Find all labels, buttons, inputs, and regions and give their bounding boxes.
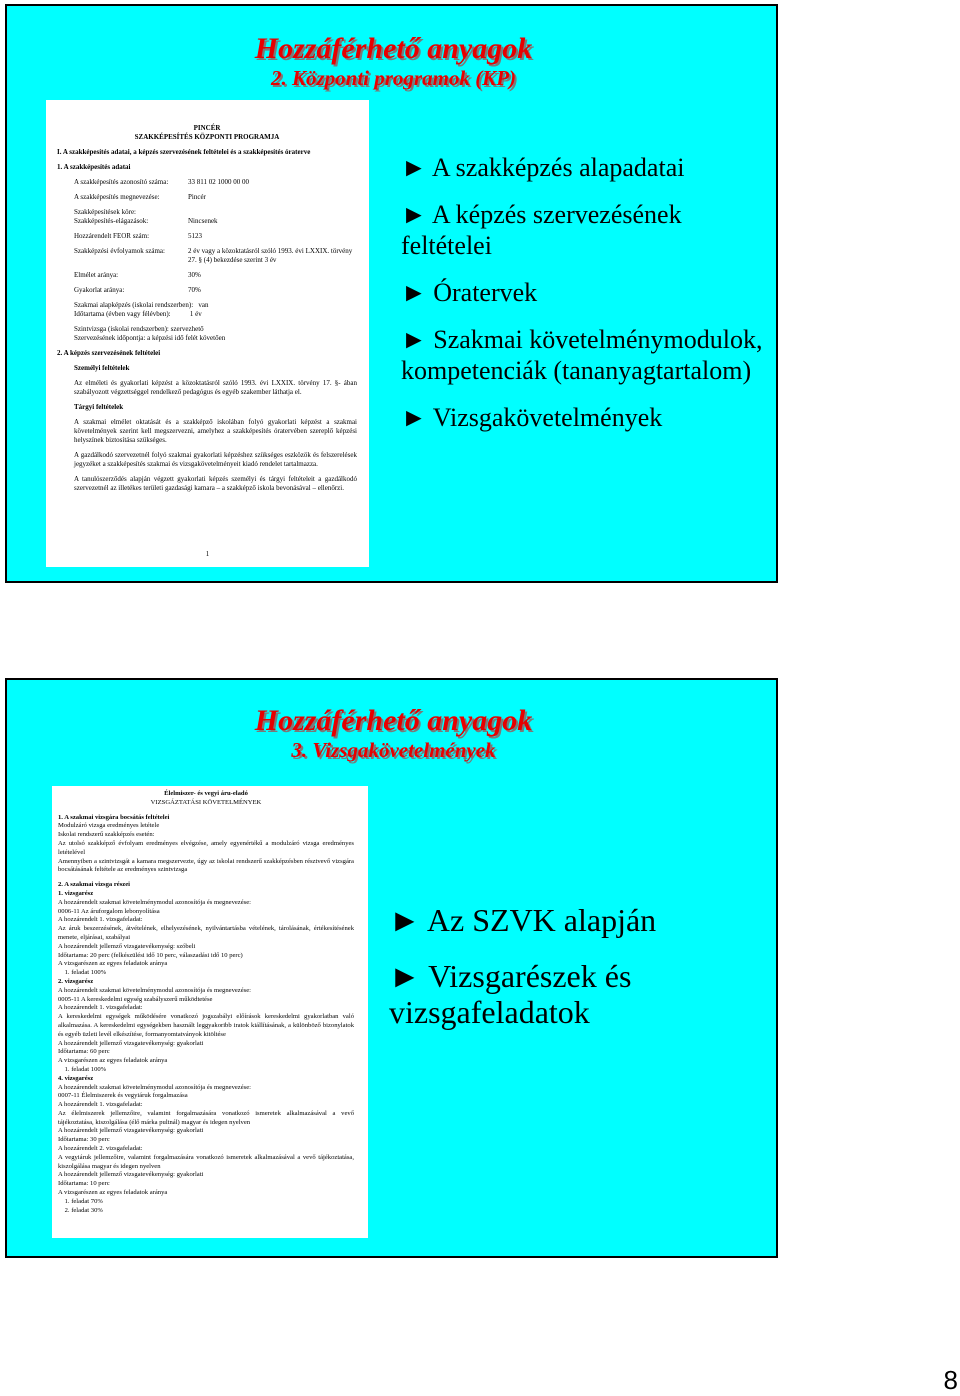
- slide-1-bullet-list: [401, 152, 771, 433]
- doc-paragraph: A szakmai elmélet oktatását és a szakképző iskolában folyó gyakorlati képzést a szakmai követelmények szerint kell megszervezni, amelyhez a szakképesítés óratervében szereplő képzési helyszínek biztosítása szükséges.: [74, 418, 357, 444]
- doc-section-1: I. A szakképesítés adatai, a képzés szervezésének feltételei és a szakképesítés óraterve: [57, 148, 311, 156]
- slide-2-title: Hozzáférhető anyagok: [254, 704, 533, 737]
- doc-row: Szakképzési évfolyamok száma: 2 év vagy a közoktatásról szóló 1993. évi LXXIX. törvény 27. § (4) bekezdése szerint 3 év: [74, 247, 353, 264]
- doc-line: A vizsgarészen az egyes feladatok aránya: [58, 1189, 168, 1197]
- doc-line: Az élelmiszerek jellemzőire, valamint forgalmazására vonatkozó ismeretek alkalmazásával a vevő tájékoztatása, kiszolgálása (élő márka pultnál) magyar és idegen nyelven: [58, 1109, 356, 1126]
- doc-line: A hozzárendelt szakmai követelménymodul azonosítója és megnevezése:: [58, 898, 251, 906]
- arrow-right-icon: ►: [401, 153, 427, 182]
- bullet-item: ► A szakképzés alapadatai: [401, 153, 685, 182]
- doc-header-2: SZAKKÉPESÍTÉS KÖZPONTI PROGRAMJA: [134, 133, 280, 141]
- doc-line: A hozzárendelt jellemző vizsgatevékenység: gyakorlati: [58, 1171, 204, 1179]
- arrow-right-icon: ►: [401, 200, 427, 229]
- slide-1: [5, 4, 778, 583]
- doc-header-1: PINCÉR: [193, 124, 221, 132]
- bullet-item: ► Szakmai követelménymodulok, kompetenciák (tananyagtartalom): [401, 325, 763, 385]
- doc-body: [58, 814, 354, 1216]
- doc-paragraph: A tanulószerződés alapján végzett gyakorlati képzés személyi és tárgyi feltételeit a gazdálkodó szervezetnél az illetékes területi gazdasági kamara – a szakképző iskola bevonásával – ellenőrzi.: [74, 475, 357, 492]
- doc-paragraph: Az elméleti és gyakorlati képzést a közoktatásról szóló 1993. évi LXXIX. törvény 17. §- ában szabályozott végzettséggel rendelkező pedagógus és egyéb szakember láthatja el.: [74, 379, 357, 396]
- doc-line: 1. feladat 100%: [58, 1065, 107, 1073]
- doc-line: Amennyiben a szintvizsgát a kamara megszervezte, úgy az iskolai rendszerű szakképzésben résztvevő vizsgára bocsátásának feltétele az eredményes szintvizsga: [58, 857, 356, 874]
- bullet-item: ► Az SZVK alapján: [389, 902, 657, 938]
- doc-line: 0006-11 Az áruforgalom lebonyolítása: [58, 907, 160, 915]
- doc-line: 1. feladat 100%: [58, 969, 107, 977]
- doc-page-number: 1: [205, 550, 210, 558]
- doc-row: Szakképesítés-elágazások: Nincsenek: [74, 217, 218, 225]
- doc-line: Az áruk beszerzésének, átvételének, elhelyezésének, nyilvántartásba vételének, tárolásának, értékesítésének menete, eljárásai, szabályai: [58, 925, 356, 941]
- doc-text: Időtartama (évben vagy félévben): 1 év: [74, 310, 202, 318]
- doc-line: A hozzárendelt szakmai követelménymodul azonosítója és megnevezése:: [58, 1083, 251, 1091]
- doc-line: Időtartama: 60 perc: [58, 1048, 110, 1056]
- doc-line: Az utolsó szakképző évfolyam eredményes elvégzése, amely egyenértékű a modulzáró vizsga eredményes letételével: [58, 839, 356, 856]
- doc-text: Szakmai alapképzés (iskolai rendszerben): van: [74, 301, 209, 309]
- doc-line: Modulzáró vizsga eredményes letétele: [58, 822, 160, 830]
- doc-line: A hozzárendelt szakmai követelménymodul azonosítója és megnevezése:: [58, 986, 251, 994]
- doc-row: Hozzárendelt FEOR szám: 5123: [74, 232, 202, 240]
- doc-line: Időtartama: 20 perc (felkészülési idő 10 perc, válaszadási idő 10 perc): [58, 951, 243, 959]
- doc-line: A kereskedelmi egységek működésére vonatkozó jogszabályi előírások kereskedelmi gyakorlatban való alkalmazása. A kereskedelmi egységekben használt leggyakoribb iratok kiállításának, a különböző bizonylatok és egyéb üzleti levél elkészítése, formanyomtatványok kitöltése: [58, 1013, 356, 1038]
- doc-line: 2. vizsgarész: [58, 977, 94, 985]
- doc-line: A hozzárendelt jellemző vizsgatevékenység: gyakorlati: [58, 1039, 204, 1047]
- doc-line: A hozzárendelt 1. vizsgafeladat:: [58, 916, 143, 924]
- doc-line: 4. vizsgarész: [58, 1074, 94, 1082]
- doc-row: A szakképesítés azonosító száma: 33 811 02 1000 00 00: [74, 178, 249, 186]
- doc-line: 2. feladat 30%: [58, 1206, 103, 1214]
- bullet-item: ► Vizsgakövetelmények: [401, 403, 663, 432]
- slide-1-document-thumbnail: [46, 100, 369, 567]
- doc-line: A hozzárendelt 1. vizsgafeladat:: [58, 1101, 143, 1109]
- bullet-item: ► Óratervek: [401, 278, 538, 307]
- doc-subheading: Személyi feltételek: [74, 364, 130, 372]
- doc-line: 1. vizsgarész: [58, 889, 94, 897]
- doc-line: 1. feladat 70%: [58, 1197, 103, 1205]
- doc-line: Időtartama: 30 perc: [58, 1136, 110, 1144]
- slide-1-subtitle: 2. Központi programok (KP): [270, 66, 517, 90]
- slide-2-document-thumbnail: [52, 786, 368, 1238]
- slide-2: [5, 678, 778, 1258]
- doc-section-1-1: 1. A szakképesítés adatai: [57, 163, 131, 171]
- arrow-right-icon: ►: [389, 902, 421, 938]
- page-number: 8: [943, 1365, 958, 1395]
- doc-line: A hozzárendelt 2. vizsgafeladat:: [58, 1145, 143, 1153]
- doc-line: 2. A szakmai vizsga részei: [58, 881, 130, 889]
- arrow-right-icon: ►: [389, 958, 421, 994]
- bullet-item: ► Vizsgarészek és vizsgafeladatok: [389, 958, 632, 1030]
- doc-line: A vizsgarészen az egyes feladatok aránya: [58, 960, 168, 968]
- arrow-right-icon: ►: [401, 325, 427, 354]
- doc-subheading: Tárgyi feltételek: [74, 403, 124, 411]
- slide-1-title: Hozzáférhető anyagok: [254, 32, 533, 65]
- doc-line: A vizsgarészen az egyes feladatok aránya: [58, 1057, 168, 1065]
- doc-row: A szakképesítés megnevezése: Pincér: [74, 193, 206, 201]
- doc-line: A hozzárendelt jellemző vizsgatevékenység: szóbeli: [58, 942, 196, 950]
- slide-2-subtitle: 3. Vizsgakövetelmények: [291, 738, 496, 762]
- doc-line: 0007-11 Élelmiszerek és vegyiáruk forgalmazása: [58, 1092, 188, 1100]
- doc-line: 0005-11 A kereskedelmi egység szabályszerű működtetése: [58, 995, 213, 1003]
- doc-paragraph: A gazdálkodó szervezetnél folyó szakmai gyakorlati képzéshez szükséges eszközök és felszerelések jegyzéket a szakképesítés szakmai és vizsgakövetelményeit kiadó rendelet tartalmazza.: [74, 451, 357, 468]
- doc-line: A hozzárendelt 1. vizsgafeladat:: [58, 1004, 143, 1012]
- arrow-right-icon: ►: [401, 278, 427, 307]
- slide-2-bullet-list: [389, 902, 769, 1030]
- doc-line: A vegyiáruk jellemzőire, valamint forgalmazására vonatkozó ismeretek alkalmazásával a vevő tájékoztatása, kiszolgálása magyar és idegen nyelven: [58, 1153, 356, 1170]
- bullet-item: ► A képzés szervezésének feltételei: [401, 200, 682, 260]
- doc-row: Gyakorlat aránya: 70%: [74, 286, 201, 294]
- doc-section-2: 2. A képzés szervezésének feltételei: [57, 349, 161, 357]
- doc-line: A hozzárendelt jellemző vizsgatevékenység: gyakorlati: [58, 1127, 204, 1135]
- doc-line: Időtartama: 10 perc: [58, 1180, 110, 1188]
- doc-text: Szervezésének időpontja: a képzési idő felét követően: [74, 334, 226, 342]
- doc-header-2: VIZSGÁZTATÁSI KÖVETELMÉNYEK: [150, 798, 262, 806]
- doc-header-1: Élelmiszer- és vegyi áru-eladó: [164, 790, 248, 797]
- doc-text: Szintvizsga (iskolai rendszerben): szervezhető: [74, 325, 204, 333]
- arrow-right-icon: ►: [401, 403, 427, 432]
- doc-row: Elmélet aránya: 30%: [74, 271, 201, 279]
- doc-row: Szakképesítések köre:: [74, 208, 137, 216]
- doc-line: 1. A szakmai vizsgára bocsátás feltételei: [58, 813, 170, 821]
- doc-line: Iskolai rendszerű szakképzés esetén:: [58, 831, 155, 839]
